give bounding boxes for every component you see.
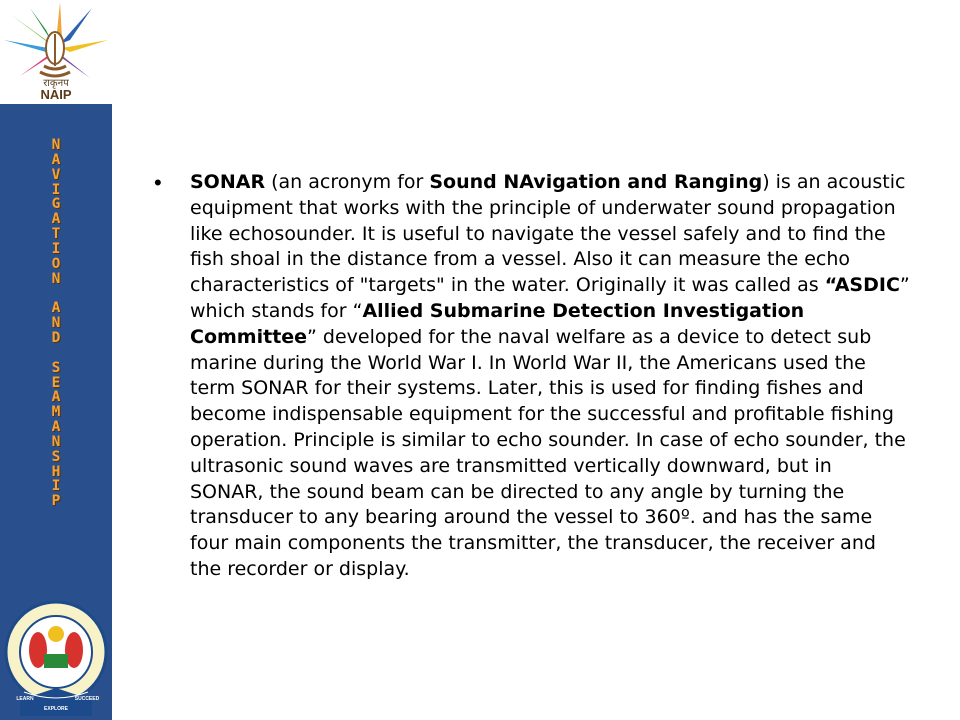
vertical-title-letter: A [51,300,61,317]
naip-text: NAIP [40,87,72,102]
vertical-title-letter: G [51,196,61,213]
naip-logo [0,0,112,104]
vertical-title-letter: N [51,315,61,332]
naip-hindi-text: राकृनप [43,78,69,89]
vertical-title-letter: M [51,404,61,421]
sonar-paragraph [190,170,910,583]
bullet-icon: • [154,170,162,195]
main-content [150,170,910,583]
vertical-title-letter: N [51,270,61,287]
vertical-title-letter: S [51,359,61,376]
text-segment: ” developed for the naval welfare as a device to detect sub marine during the World War I. In World War II, the Americans used the term SONAR for their systems. Later, this is used for finding fishes and become indispensable equipment for the successful and profitable fishing operation. Principle is similar to echo sounder. In case of echo sounder, the ultrasonic sound waves are transmitted vertically downward, but in SONAR, the sound beam can be directed to any angle by turning the transducer to any bearing around the vessel to 360º. and has the same four main components the transmitter, the transducer, the receiver and the recorder or display. [190,325,906,580]
bullet-item [150,170,910,583]
bold-text: Sound NAvigation and Ranging [429,171,763,193]
vertical-title-letter: A [51,389,61,406]
vertical-title-letter: I [51,478,61,495]
vertical-title-letter: A [51,419,61,436]
vertical-title-letter: I [51,181,61,198]
vertical-title [44,138,68,509]
college-logo [0,592,112,720]
vertical-title-letter: E [51,374,61,391]
vertical-title-letter [52,286,61,301]
vertical-title-letter [52,346,61,361]
text-segment: (an acronym for [265,171,430,193]
vertical-title-letter: N [51,433,61,450]
vertical-title-letter: H [51,463,61,480]
vertical-title-letter: P [51,493,61,510]
vertical-title-letter: I [51,240,61,257]
bold-text: Allied Submarine Detection Investigation Committee [190,299,805,348]
college-logo-word-learn: LEARN [16,696,34,702]
text-segment: ) is an acoustic equipment that works with the principle of underwater sound propagation like echosounder. It is useful to navigate the vessel safely and to find the fish shoal in the distance from a vessel. Also it can measure the echo characteristics of "targets" in the water. Originally it was called as [190,171,906,297]
text-segment: ” which stands for “ [190,274,910,322]
vertical-title-letter: N [51,137,61,153]
sidebar [0,0,112,720]
vertical-title-letter: A [51,211,61,228]
vertical-title-letter: S [51,448,61,465]
college-logo-word-explore: EXPLORE [44,706,68,712]
vertical-title-letter: O [51,255,61,272]
bold-text: “ASDIC [824,274,900,297]
vertical-title-letter: D [51,329,61,346]
vertical-title-letter: T [51,226,61,243]
vertical-title-letter: V [51,166,61,183]
college-logo-word-succeed: SUCCEED [74,696,100,702]
vertical-title-letter: A [51,151,61,168]
bold-text: SONAR [190,171,266,193]
